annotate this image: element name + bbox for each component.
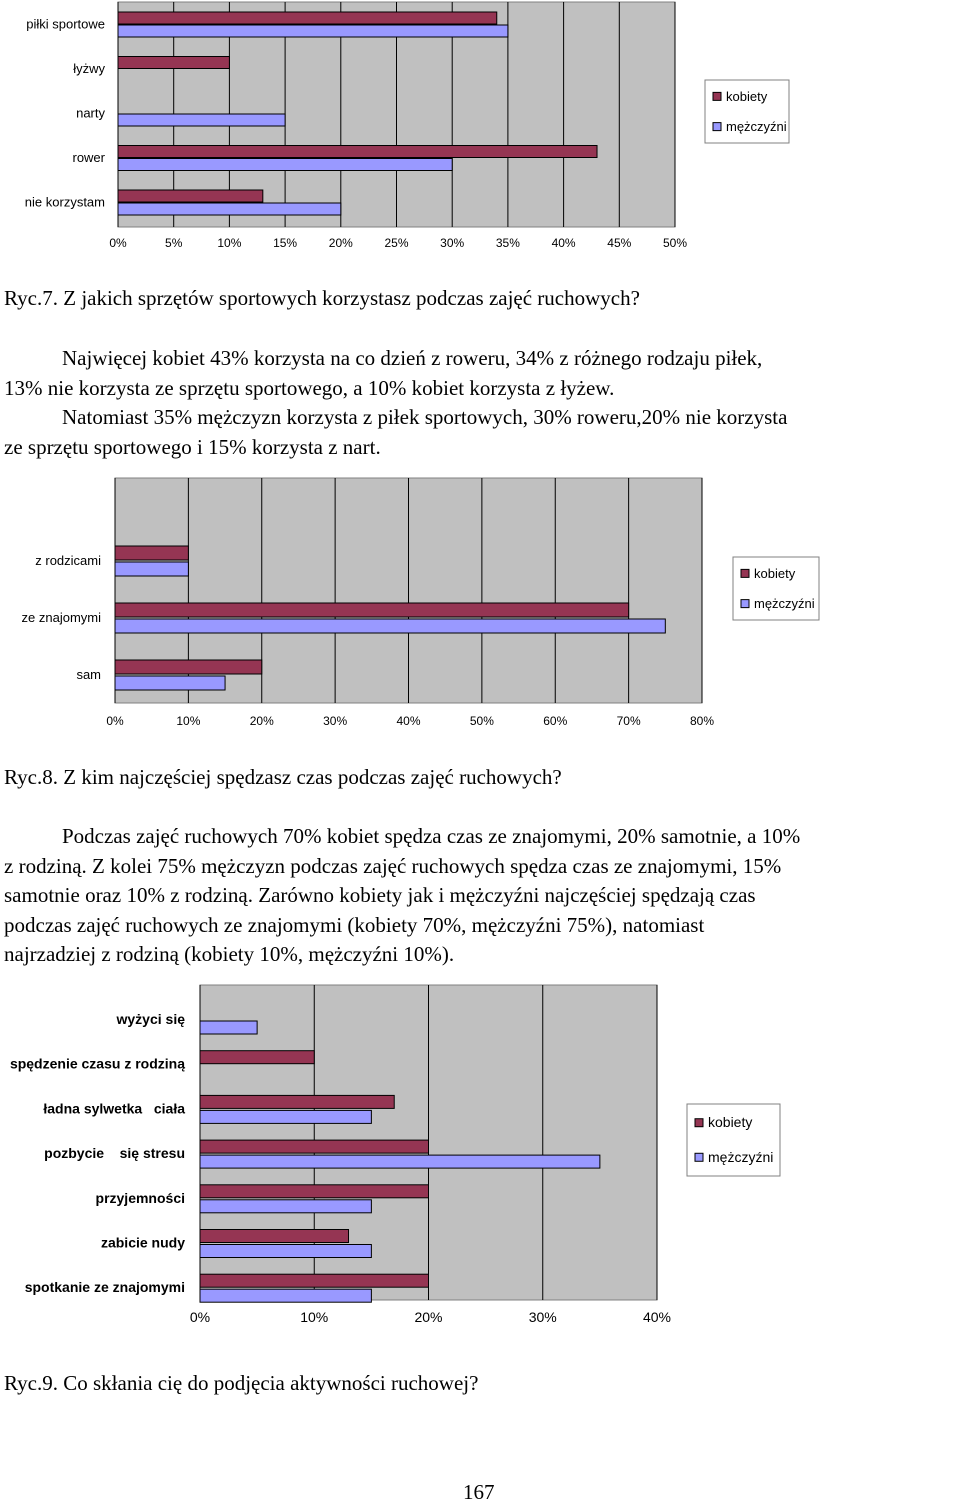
bar-women [200,1095,394,1108]
bar-men [200,1245,371,1258]
page-number: 167 [463,1480,495,1504]
x-tick-label: 20% [414,1309,443,1325]
legend-label: mężczyźni [726,119,787,135]
category-label: wyżyci się [116,1011,185,1027]
chart-company-svg [0,470,960,735]
paragraph-line: ze sprzętu sportowego i 15% korzysta z nart. [4,434,381,459]
x-tick-label: 25% [384,236,409,250]
paragraph-equipment-men [4,403,958,462]
category-label: nie korzystam [24,194,105,210]
bar-men [115,676,225,690]
x-tick-label: 40% [551,236,576,250]
chart-motivation [0,980,960,1340]
bar-women [200,1230,349,1243]
bar-men [115,562,188,576]
bar-men [118,25,508,37]
x-tick-label: 10% [300,1309,329,1325]
legend-label: mężczyźni [708,1148,774,1165]
x-tick-label: 80% [689,714,715,728]
x-tick-label: 15% [273,236,298,250]
paragraph-line: Natomiast 35% mężczyzn korzysta z piłek sportowych, 30% roweru,20% nie korzysta [62,405,788,429]
bar-men [200,1289,371,1302]
paragraph-line: najrzadziej z rodziną (kobiety 10%, mężczyźni 10%). [4,942,455,966]
x-tick-label: 40% [642,1309,672,1325]
legend-label: mężczyźni [754,596,815,612]
category-label: spotkanie ze znajomymi [24,1279,185,1296]
x-tick-label: 5% [165,236,183,250]
caption-ryc8: Ryc.8. Z kim najczęściej spędzasz czas podczas zajęć ruchowych? [4,765,562,789]
chart-equipment-svg [0,0,960,255]
bar-women [115,546,188,560]
x-tick-label: 45% [607,236,632,250]
bar-men [200,1021,257,1034]
chart-equipment [0,0,960,255]
x-tick-label: 70% [616,714,641,728]
x-tick-label: 30% [440,236,465,250]
paragraph-line: Podczas zajęć ruchowych 70% kobiet spędza czas ze znajomymi, 20% samotnie, a 10% [62,824,801,848]
bar-women [115,660,262,674]
category-label: sam [76,667,101,682]
caption-ryc9: Ryc.9. Co skłania cię do podjęcia aktywności ruchowej? [4,1371,479,1395]
x-tick-label: 20% [328,236,353,250]
x-tick-label: 10% [176,714,201,728]
category-label: ze znajomymi [21,610,101,625]
paragraph-company [4,822,958,970]
category-label: narty [76,105,105,121]
paragraph-line: Najwięcej kobiet 43% korzysta na co dzień z roweru, 34% z różnego rodzaju piłek, [62,346,763,370]
legend-swatch [695,1153,703,1161]
x-tick-label: 10% [217,236,242,250]
bar-men [118,114,285,126]
caption-ryc7: Ryc.7. Z jakich sprzętów sportowych korzystasz podczas zajęć ruchowych? [4,286,640,310]
paragraph-line: 13% nie korzysta ze sprzętu sportowego, a 10% kobiet korzysta z łyżew. [4,375,615,400]
bar-women [115,603,629,617]
bar-men [118,159,452,171]
bar-women [118,146,597,158]
category-label: piłki sportowe [26,16,105,32]
bar-women [118,57,229,69]
paragraph-line: podczas zajęć ruchowych ze znajomymi (kobiety 70%, mężczyźni 75%), natomiast [4,912,705,937]
x-tick-label: 50% [662,236,688,250]
x-tick-label: 40% [396,714,421,728]
bar-women [200,1274,429,1287]
bar-men [200,1200,371,1213]
legend-swatch [713,123,721,131]
legend-label: kobiety [708,1114,753,1131]
bar-men [200,1110,371,1123]
x-tick-label: 0% [189,1309,211,1325]
category-label: przyjemności [95,1189,185,1206]
x-tick-label: 30% [323,714,348,728]
legend-label: kobiety [754,565,796,581]
bar-men [200,1155,600,1168]
legend-swatch [695,1119,703,1127]
x-tick-label: 35% [495,236,520,250]
bar-women [118,190,263,202]
legend-swatch [741,569,749,577]
chart-motivation-svg [0,980,960,1340]
bar-women [118,12,497,24]
category-label: z rodzicami [35,553,101,568]
bar-women [200,1051,314,1064]
category-label: pozbycie się stresu [44,1145,185,1162]
x-tick-label: 50% [469,714,494,728]
category-label: zabicie nudy [100,1234,185,1251]
bar-women [200,1140,429,1153]
bar-women [200,1185,429,1198]
category-label: łyżwy [73,61,105,76]
legend-label: kobiety [726,88,768,104]
x-tick-label: 0% [109,236,127,250]
x-tick-label: 20% [249,714,274,728]
legend-swatch [713,92,721,100]
bar-men [115,619,665,633]
category-label: spędzenie czasu z rodziną [9,1055,185,1072]
legend-swatch [741,600,749,608]
bar-men [118,203,341,215]
x-tick-label: 30% [528,1309,557,1325]
x-tick-label: 0% [106,714,124,728]
paragraph-line: samotnie oraz 10% z rodziną. Zarówno kobiety jak i mężczyźni najczęściej spędzają czas [4,883,756,907]
paragraph-line: z rodziną. Z kolei 75% mężczyzn podczas zajęć ruchowych spędza czas ze znajomymi, 15% [4,853,782,878]
chart-company [0,470,960,735]
category-label: ładna sylwetka ciała [43,1100,185,1117]
paragraph-equipment-women [4,344,958,403]
category-label: rower [72,150,105,165]
x-tick-label: 60% [543,714,568,728]
